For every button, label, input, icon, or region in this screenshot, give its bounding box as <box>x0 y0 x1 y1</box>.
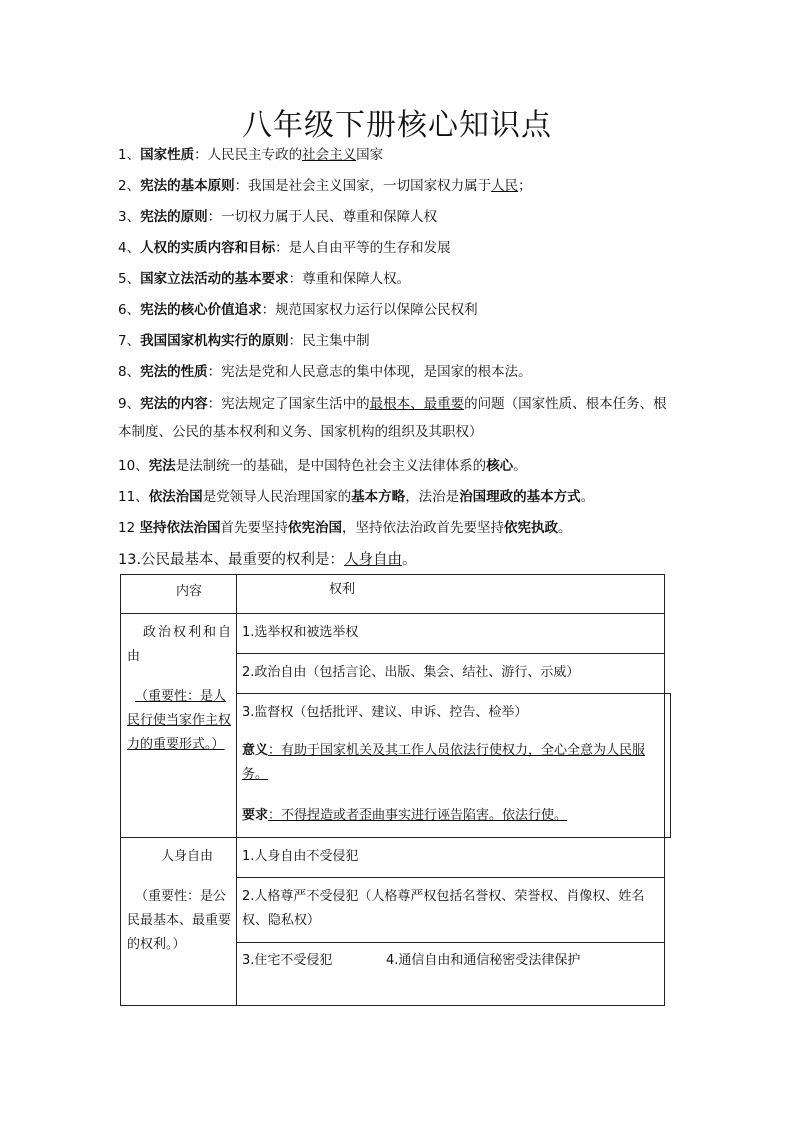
row-divider <box>121 837 236 838</box>
requirement-label: 要求 <box>242 808 269 823</box>
item-heading: 宪法的原则 <box>140 209 208 225</box>
meaning-label: 意义 <box>242 743 269 758</box>
item-heading: 依法治国 <box>148 489 203 505</box>
item-number: 8、 <box>118 364 141 380</box>
item-text: 13.公民最基本、最重要的权利是： <box>118 552 345 568</box>
list-item <box>118 513 571 544</box>
item-text: ，坚持依法治政首先要坚持 <box>341 520 504 536</box>
item-heading: 人权的实质内容和目标 <box>140 240 276 256</box>
item-text: 一切权力属于人民、尊重和保障人权 <box>221 209 438 225</box>
right-3-requirement <box>242 804 567 828</box>
item-text: 首先要坚持 <box>220 520 288 536</box>
item-text-end: ； <box>518 178 532 194</box>
separator: ： <box>261 302 276 318</box>
rights-table <box>120 574 665 1006</box>
item-text: 是法制统一的基础，是中国特色社会主义法律体系的 <box>175 458 487 474</box>
item-bold: 治国理政的基本方式 <box>459 489 581 505</box>
list-item <box>118 202 437 233</box>
list-item <box>118 545 417 576</box>
personal-freedom-note: （重要性：是公民最基本、最重要的权利。） <box>127 889 232 952</box>
page-title: 八年级下册核心知识点 <box>242 108 552 143</box>
list-item <box>118 390 673 446</box>
personal-right-1: 1.人身自由不受侵犯 <box>242 849 359 864</box>
item-text-end: 国家 <box>356 147 384 163</box>
list-item <box>118 233 451 264</box>
item-text-end: 。 <box>580 489 595 505</box>
personal-right-2: 2.人格尊严不受侵犯（人格尊严权包括名誉权、荣誉权、肖像权、姓名权、隐私权） <box>242 889 645 928</box>
right-3-meaning <box>242 739 657 787</box>
political-rights-title: 政治权利和自由 <box>127 625 231 664</box>
item-text-end: 。 <box>557 520 572 536</box>
item-heading: 宪法的内容 <box>140 396 208 412</box>
item-heading: 国家立法活动的基本要求 <box>140 271 289 287</box>
personal-right-3: 3.住宅不受侵犯 <box>242 953 333 968</box>
item-underlined: 最根本、最重要 <box>369 396 465 412</box>
list-item <box>118 357 532 388</box>
item-text: 规范国家权力运行以保障公民权利 <box>275 302 478 318</box>
item-number: 3、 <box>118 209 141 225</box>
separator: ： <box>234 178 249 194</box>
item-text: 是党领导人民治理国家的 <box>202 489 352 505</box>
item-number: 2、 <box>118 178 141 194</box>
list-item <box>118 171 532 202</box>
item-text: 宪法是党和人民意志的集中体现，是国家的根本法。 <box>221 364 532 380</box>
item-text: 是人自由平等的生存和发展 <box>288 240 451 256</box>
list-item <box>118 451 527 482</box>
list-item <box>118 482 594 513</box>
item-number: 11、 <box>118 489 149 505</box>
item-heading: 国家性质 <box>140 147 195 163</box>
item-heading: 宪法的性质 <box>140 364 208 380</box>
row-divider <box>121 613 664 614</box>
separator: ： <box>275 240 289 256</box>
separator: ： <box>207 364 222 380</box>
item-text: 民主集中制 <box>302 333 370 349</box>
list-item <box>118 326 370 357</box>
item-text-end: 。 <box>402 552 417 568</box>
item-text-end: 。 <box>513 458 527 474</box>
row-divider <box>236 942 664 943</box>
item-number: 7、 <box>118 333 141 349</box>
item-text: 我国是社会主义国家，一切国家权力属于 <box>248 178 492 194</box>
separator: ： <box>207 396 222 412</box>
list-item <box>118 264 410 295</box>
personal-right-4: 4.通信自由和通信秘密受法律保护 <box>386 953 581 968</box>
item-text: 宪法规定了国家生活中的 <box>221 396 370 412</box>
row-divider <box>236 693 670 694</box>
item-heading: 宪法的核心价值追求 <box>140 302 262 318</box>
separator: ： <box>194 147 208 163</box>
item-underlined: 人身自由 <box>344 552 403 568</box>
list-item <box>118 140 383 171</box>
item-text: ，法治是 <box>405 489 460 505</box>
personal-freedom-title: 人身自由 <box>161 849 214 864</box>
item-text: 尊重和保障人权。 <box>302 271 411 287</box>
item-underlined: 人民 <box>491 178 519 194</box>
right-2: 2.政治自由（包括言论、出版、集会、结社、游行、示威） <box>242 665 580 680</box>
separator: ： <box>288 271 303 287</box>
political-rights-note: （重要性：是人民行使当家作主权力的重要形式。） <box>127 689 232 752</box>
item-number: 6、 <box>118 302 141 318</box>
item-underlined: 社会主义 <box>302 147 357 163</box>
item-bold: 核心 <box>486 458 514 474</box>
item-number: 10、 <box>118 458 149 474</box>
row-divider <box>236 653 664 654</box>
item-bold: 依宪执政 <box>503 520 558 536</box>
meaning-text: ：有助于国家机关及其工作人员依法行使权力，全心全意为人民服务。 <box>242 743 646 782</box>
header-content: 内容 <box>176 584 203 599</box>
right-3: 3.监督权（包括批评、建议、申诉、控告、检举） <box>242 705 528 720</box>
requirement-text: ：不得捏造或者歪曲事实进行诬告陷害。依法行使。 <box>268 808 568 823</box>
item-number: 12 <box>118 520 136 536</box>
header-rights: 权利 <box>329 582 356 597</box>
separator: ： <box>207 209 222 225</box>
item-number: 9、 <box>118 396 141 412</box>
item-bold: 基本方略 <box>351 489 406 505</box>
item-text: 人民民主专政的 <box>207 147 303 163</box>
item-heading: 坚持依法治国 <box>139 520 221 536</box>
row-divider <box>236 877 664 878</box>
item-number: 1、 <box>118 147 141 163</box>
item-heading: 我国国家机构实行的原则 <box>140 333 289 349</box>
separator: ： <box>288 333 303 349</box>
item-number: 4、 <box>118 240 141 256</box>
item-heading: 宪法 <box>148 458 176 474</box>
right-1: 1.选举权和被选举权 <box>242 625 359 640</box>
item-text-end: 的问题（国家性质、根本任务、根本制度、公民的基本权利和义务、国家机构的组织及其职权） <box>118 396 667 440</box>
item-heading: 宪法的基本原则 <box>140 178 235 194</box>
list-item <box>118 295 478 326</box>
item-bold: 依宪治国 <box>287 520 342 536</box>
item-number: 5、 <box>118 271 141 287</box>
column-divider <box>670 693 671 838</box>
